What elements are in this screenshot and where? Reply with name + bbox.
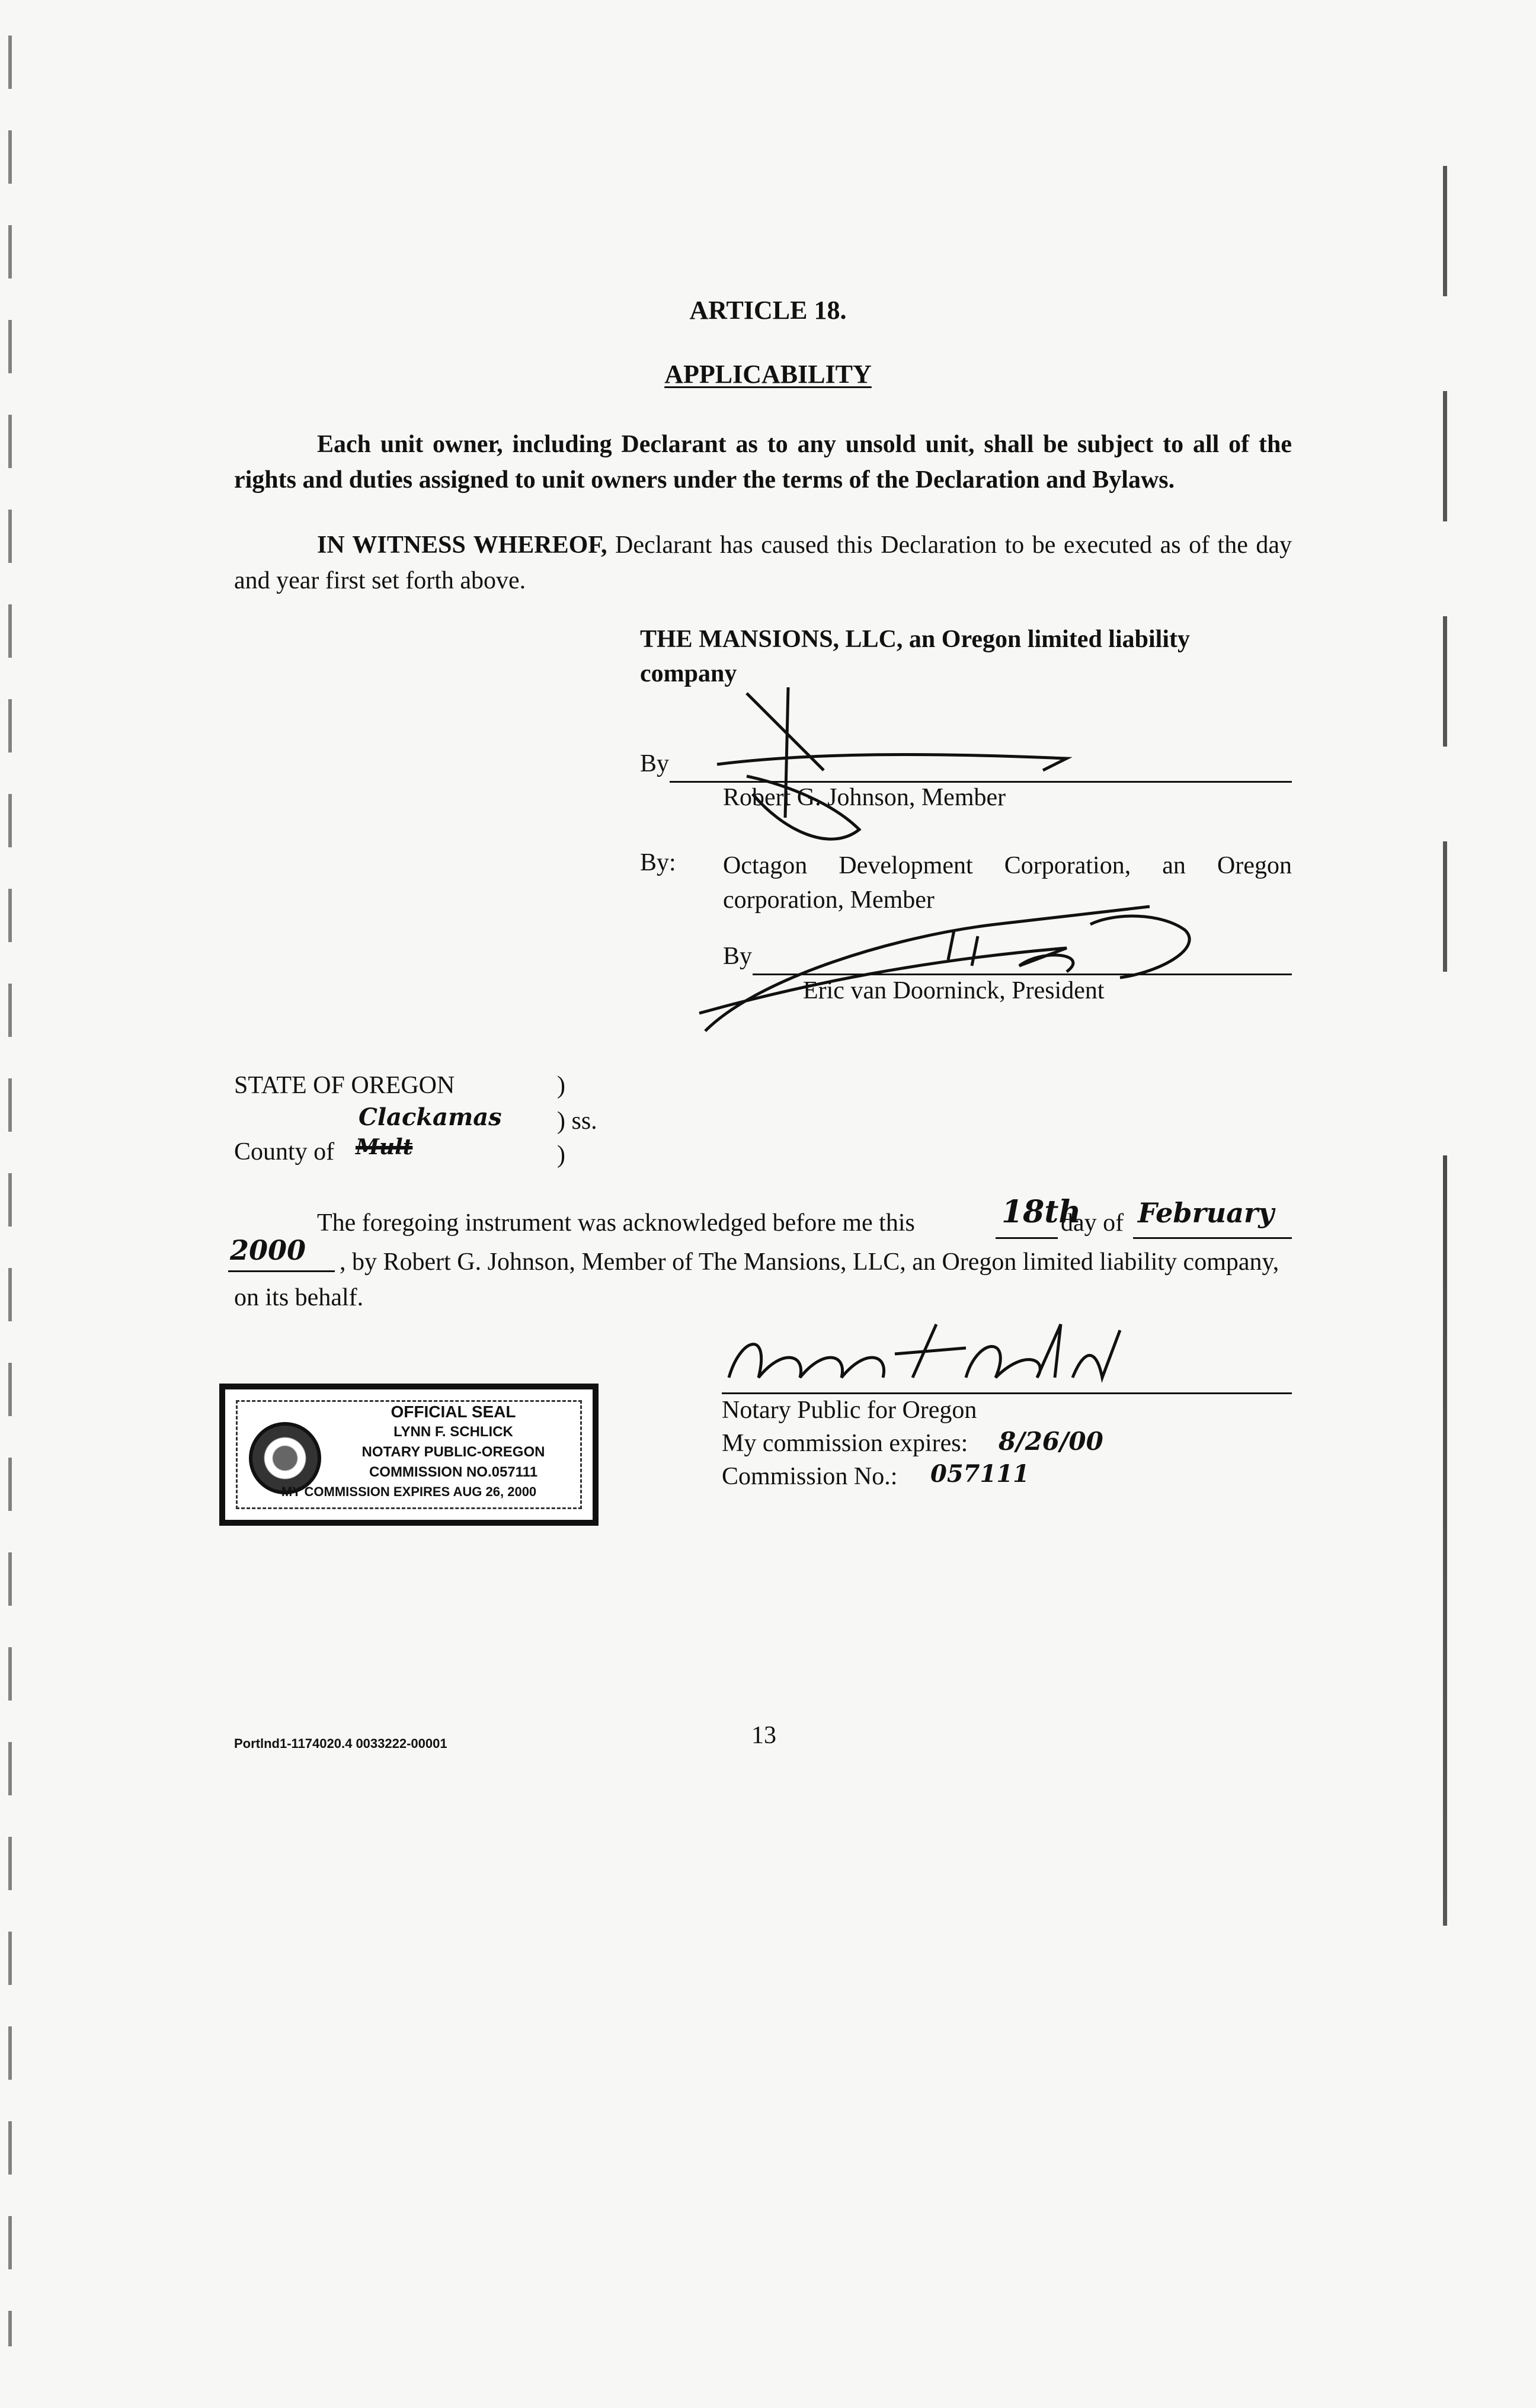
by-label-1: By <box>640 750 670 777</box>
ack-month-line <box>1133 1237 1292 1239</box>
ack-day-line <box>996 1237 1058 1239</box>
venue-paren-3: ) <box>557 1141 565 1168</box>
venue-state: STATE OF OREGON <box>234 1072 455 1099</box>
witness-rest: Declarant has caused this Declaration to be executed as of the day and year first set forth above. <box>234 531 1292 594</box>
seal-line-2: LYNN F. SCHLICK <box>393 1424 513 1440</box>
octagon-entity: Octagon Development Corporation, an Oregon corporation, Member <box>723 852 1292 914</box>
ack-text-c: , by Robert G. Johnson, Member of The Mansions, LLC, an Oregon limited liability company, on its behalf. <box>234 1248 1279 1311</box>
notary-number-label: Commission No.: <box>722 1463 898 1490</box>
signatory-entity: THE MANSIONS, LLC, an Oregon limited liability company <box>640 626 1190 687</box>
venue-county-handwritten: Clackamas <box>359 1103 502 1131</box>
signer-2-name: Eric van Doorninck, President <box>803 977 1105 1004</box>
notary-expires-label: My commission expires: <box>722 1430 968 1457</box>
venue-county-label: County of <box>234 1138 335 1165</box>
witness-lead: IN WITNESS WHEREOF, <box>317 531 607 559</box>
venue-county-struck: Mult <box>356 1135 413 1160</box>
notary-number-value: 057111 <box>930 1460 1029 1488</box>
paragraph-witness <box>234 527 1292 598</box>
scan-edge-right <box>1443 166 1447 995</box>
article-number: ARTICLE 18. <box>689 296 847 325</box>
signature-van-doorninck <box>687 889 1250 1043</box>
seal-line-1: OFFICIAL SEAL <box>391 1402 516 1421</box>
oregon-seal-emblem-icon <box>249 1422 321 1494</box>
ack-month: February <box>1138 1197 1275 1229</box>
by-label-2: By: <box>640 849 676 876</box>
notary-title: Notary Public for Oregon <box>722 1397 977 1424</box>
seal-line-5: MY COMMISSION EXPIRES AUG 26, 2000 <box>281 1484 537 1499</box>
ack-text-b: day of <box>1061 1209 1124 1237</box>
ack-text-a: The foregoing instrument was acknowledged before me this <box>317 1209 915 1237</box>
signer-1-name: Robert G. Johnson, Member <box>723 784 1006 811</box>
by-label-3: By <box>723 943 753 970</box>
seal-line-3: NOTARY PUBLIC-OREGON <box>361 1444 545 1460</box>
ack-day: 18th <box>1001 1194 1081 1230</box>
notary-seal <box>219 1384 599 1526</box>
paragraph-applicability <box>234 427 1292 498</box>
article-heading-text: APPLICABILITY <box>664 360 872 389</box>
ack-year: 2000 <box>230 1234 306 1266</box>
scan-edge-right-lower <box>1443 1155 1447 1926</box>
article-heading <box>0 359 1536 389</box>
paragraph-applicability-text: Each unit owner, including Declarant as to any unsold unit, shall be subject to all of the rights and duties assigned to unit owners under the terms of the Declaration and Bylaws. <box>234 431 1292 494</box>
footer-doc-code: Portlnd1-1174020.4 0033222-00001 <box>234 1736 447 1751</box>
venue-ss: ) ss. <box>557 1107 597 1135</box>
notary-signature-line <box>722 1392 1292 1394</box>
seal-line-4: COMMISSION NO.057111 <box>369 1464 538 1480</box>
venue-paren-1: ) <box>557 1072 565 1099</box>
signature-johnson <box>681 681 1084 853</box>
page-number: 13 <box>751 1722 776 1749</box>
notary-expires-value: 8/26/00 <box>999 1427 1103 1456</box>
